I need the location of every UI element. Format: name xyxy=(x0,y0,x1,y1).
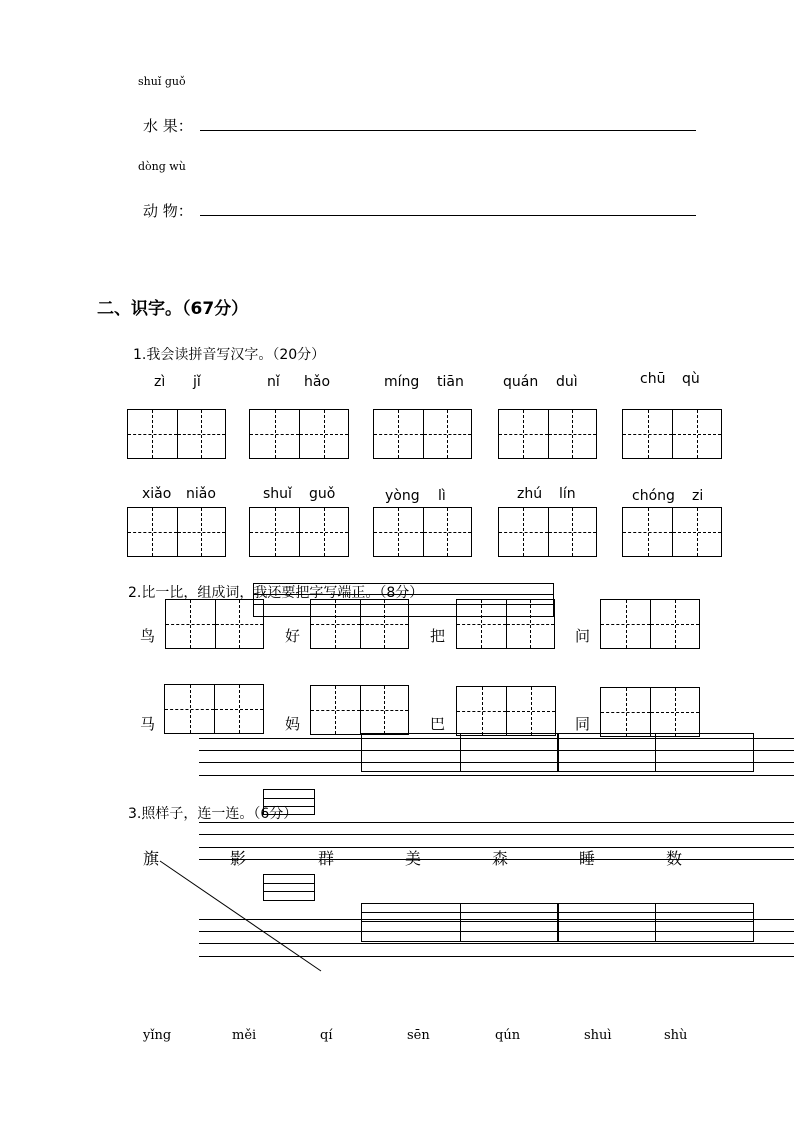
q3-pinyin[interactable]: qí xyxy=(320,1028,333,1043)
q1-pinyin: quán xyxy=(503,374,539,390)
q2-char: 同 xyxy=(575,715,591,733)
section-heading: 二、识字。（67分） xyxy=(97,299,249,319)
q1-pinyin: chū xyxy=(640,371,666,387)
q1-pinyin: jǐ xyxy=(193,374,201,390)
q2-char: 巴 xyxy=(430,715,446,733)
q1-pinyin: lín xyxy=(559,486,576,502)
q3-char[interactable]: 影 xyxy=(230,849,247,868)
q1-pinyin: nǐ xyxy=(267,374,280,390)
q1-pinyin: shuǐ xyxy=(263,486,292,502)
q1-pinyin: qù xyxy=(682,371,700,387)
q1-pinyin: yòng xyxy=(385,488,420,504)
q2-char: 好 xyxy=(285,627,301,645)
q2-char: 妈 xyxy=(285,715,301,733)
q1-pinyin: zì xyxy=(154,374,166,390)
q3-pinyin[interactable]: qún xyxy=(495,1028,521,1043)
q3-pinyin[interactable]: shù xyxy=(664,1028,688,1043)
q1-pinyin: zi xyxy=(692,488,704,504)
q3-char[interactable]: 森 xyxy=(492,849,509,868)
q3-char[interactable]: 睡 xyxy=(579,849,596,868)
q1-pinyin: chóng xyxy=(632,488,675,504)
q1-pinyin: guǒ xyxy=(309,486,336,502)
q1-pinyin: xiǎo xyxy=(142,486,172,502)
q3-char[interactable]: 美 xyxy=(405,849,422,868)
q3-pinyin[interactable]: shuì xyxy=(584,1028,612,1043)
q3-char[interactable]: 旗 xyxy=(143,849,160,868)
q1-pinyin: míng xyxy=(384,374,420,390)
q2-char: 鸟 xyxy=(140,627,156,645)
q3-char[interactable]: 数 xyxy=(666,849,683,868)
pinyin-dongwu: dòng wù xyxy=(138,160,186,173)
q1-pinyin: tiān xyxy=(437,374,464,390)
q1-pinyin: niǎo xyxy=(186,486,216,502)
q1-title: 1.我会读拼音写汉字。（20分） xyxy=(133,347,326,363)
q2-char: 把 xyxy=(430,627,446,645)
q2-char: 问 xyxy=(575,627,591,645)
q1-pinyin: zhú xyxy=(517,486,543,502)
q2-title: 2.比一比，组成词，我还要把字写端正。（8分） xyxy=(128,585,424,601)
q3-pinyin[interactable]: sēn xyxy=(407,1028,430,1043)
q3-title: 3.照样子，连一连。（6分） xyxy=(128,806,298,822)
q3-char[interactable]: 群 xyxy=(318,849,335,868)
q1-pinyin: lì xyxy=(438,488,446,504)
q2-char: 马 xyxy=(140,715,156,733)
q3-pinyin[interactable]: yǐng xyxy=(143,1028,172,1043)
pinyin-shuiguo: shuǐ guǒ xyxy=(138,75,186,88)
q3-pinyin[interactable]: měi xyxy=(232,1028,257,1043)
label-dongwu: 动 物： xyxy=(143,202,193,220)
label-shuiguo: 水 果： xyxy=(143,117,193,135)
q1-pinyin: hǎo xyxy=(304,374,331,390)
q1-pinyin: duì xyxy=(556,374,578,390)
